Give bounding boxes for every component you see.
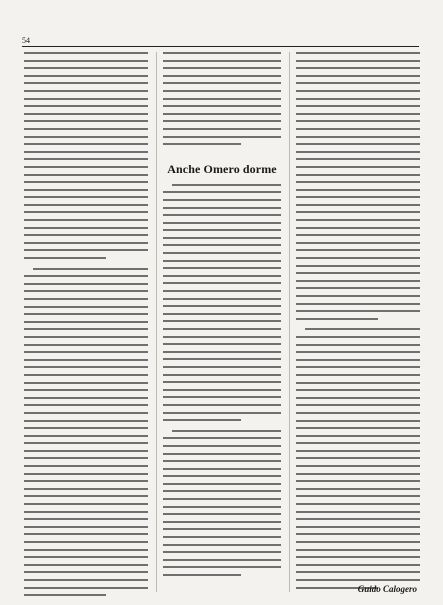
text-line — [24, 313, 148, 315]
text-line — [172, 430, 281, 432]
text-line — [24, 503, 148, 505]
column-middle — [163, 52, 281, 585]
text-line — [163, 222, 281, 224]
text-line — [24, 366, 148, 368]
paragraph — [296, 52, 420, 328]
text-line — [163, 52, 281, 54]
text-line — [296, 344, 420, 346]
paragraph — [24, 52, 148, 268]
text-line — [296, 234, 420, 236]
text-line — [172, 184, 281, 186]
text-line — [296, 442, 420, 444]
text-line — [296, 488, 420, 490]
text-line — [163, 75, 281, 77]
text-line — [296, 265, 420, 267]
text-line — [24, 306, 148, 308]
text-line — [296, 257, 420, 259]
text-line — [163, 136, 281, 138]
text-line — [163, 260, 281, 262]
text-line — [24, 90, 148, 92]
text-line — [296, 435, 420, 437]
text-line — [24, 283, 148, 285]
text-line — [24, 298, 148, 300]
text-line — [163, 60, 281, 62]
text-line — [163, 128, 281, 130]
text-line — [24, 465, 148, 467]
text-line — [296, 503, 420, 505]
text-line — [24, 587, 148, 589]
text-line — [296, 495, 420, 497]
text-line — [33, 268, 148, 270]
paragraph-gap — [24, 602, 148, 605]
text-line — [24, 533, 148, 535]
text-line — [163, 252, 281, 254]
text-line — [163, 113, 281, 115]
text-line — [163, 105, 281, 107]
text-line — [296, 404, 420, 406]
text-line — [24, 60, 148, 62]
text-line — [24, 181, 148, 183]
text-line — [24, 242, 148, 244]
text-line — [296, 136, 420, 138]
text-line — [163, 389, 281, 391]
text-line — [163, 437, 281, 439]
text-line — [163, 143, 241, 145]
text-line — [163, 513, 281, 515]
text-line — [24, 435, 148, 437]
text-line — [24, 359, 148, 361]
text-line — [296, 60, 420, 62]
text-line — [296, 366, 420, 368]
text-line — [24, 579, 148, 581]
text-line — [24, 541, 148, 543]
text-line — [296, 382, 420, 384]
text-line — [24, 98, 148, 100]
paragraph-gap — [163, 151, 281, 154]
text-line — [24, 52, 148, 54]
paragraph-gap — [163, 582, 281, 585]
text-line — [24, 219, 148, 221]
text-line — [296, 128, 420, 130]
text-line — [24, 382, 148, 384]
text-line — [163, 381, 281, 383]
text-line — [163, 298, 281, 300]
paragraph — [24, 268, 148, 605]
text-line — [296, 272, 420, 274]
text-line — [24, 290, 148, 292]
author-signature: Guido Calogero — [357, 584, 417, 594]
text-line — [24, 75, 148, 77]
text-line — [296, 82, 420, 84]
text-line — [296, 75, 420, 77]
text-line — [24, 328, 148, 330]
text-line — [163, 313, 281, 315]
text-line — [24, 136, 148, 138]
text-line — [163, 82, 281, 84]
text-line — [296, 511, 420, 513]
text-line — [296, 549, 420, 551]
text-line — [24, 404, 148, 406]
text-line — [163, 404, 281, 406]
text-line — [163, 506, 281, 508]
text-line — [163, 244, 281, 246]
text-line — [296, 143, 420, 145]
text-line — [296, 67, 420, 69]
text-line — [296, 166, 420, 168]
text-line — [296, 52, 420, 54]
text-line — [24, 511, 148, 513]
text-line — [163, 574, 241, 576]
text-line — [296, 336, 420, 338]
text-line — [163, 207, 281, 209]
text-line — [296, 473, 420, 475]
text-line — [296, 374, 420, 376]
text-line — [296, 389, 420, 391]
text-line — [163, 468, 281, 470]
column-divider — [156, 52, 157, 592]
text-line — [296, 427, 420, 429]
text-line — [296, 480, 420, 482]
text-line — [24, 450, 148, 452]
text-line — [24, 105, 148, 107]
text-line — [296, 295, 420, 297]
text-line — [24, 594, 106, 596]
text-line — [163, 275, 281, 277]
text-line — [24, 227, 148, 229]
text-line — [296, 242, 420, 244]
text-line — [24, 442, 148, 444]
text-line — [163, 199, 281, 201]
paragraph — [296, 328, 420, 597]
text-line — [24, 321, 148, 323]
column-divider — [289, 52, 290, 592]
page-header-rule — [22, 46, 419, 47]
text-line — [296, 90, 420, 92]
text-line — [163, 551, 281, 553]
text-line — [163, 419, 241, 421]
text-line — [296, 196, 420, 198]
text-line — [296, 249, 420, 251]
paragraph — [163, 430, 281, 585]
text-line — [163, 396, 281, 398]
text-line — [24, 257, 106, 259]
text-line — [296, 465, 420, 467]
text-line — [163, 290, 281, 292]
text-line — [163, 544, 281, 546]
text-line — [24, 336, 148, 338]
text-line — [24, 571, 148, 573]
text-line — [24, 457, 148, 459]
text-line — [296, 211, 420, 213]
text-line — [296, 120, 420, 122]
text-line — [163, 483, 281, 485]
text-line — [296, 189, 420, 191]
text-line — [163, 90, 281, 92]
text-line — [296, 351, 420, 353]
text-line — [296, 105, 420, 107]
text-line — [163, 453, 281, 455]
page-number: 54 — [22, 36, 30, 45]
text-line — [24, 488, 148, 490]
text-line — [163, 343, 281, 345]
text-line — [163, 67, 281, 69]
text-line — [296, 227, 420, 229]
text-line — [24, 556, 148, 558]
text-line — [296, 303, 420, 305]
text-line — [24, 166, 148, 168]
text-line — [24, 518, 148, 520]
text-line — [24, 189, 148, 191]
text-line — [296, 98, 420, 100]
column-left — [24, 52, 148, 605]
text-line — [296, 556, 420, 558]
text-line — [163, 191, 281, 193]
text-line — [296, 204, 420, 206]
text-line — [163, 498, 281, 500]
text-line — [163, 328, 281, 330]
text-line — [24, 275, 148, 277]
text-line — [296, 287, 420, 289]
text-line — [24, 67, 148, 69]
text-line — [163, 566, 281, 568]
text-line — [296, 310, 420, 312]
text-line — [24, 174, 148, 176]
text-line — [24, 412, 148, 414]
text-line — [24, 351, 148, 353]
text-line — [296, 457, 420, 459]
text-line — [296, 397, 420, 399]
text-line — [163, 412, 281, 414]
column-right — [296, 52, 420, 597]
text-line — [163, 445, 281, 447]
text-line — [163, 120, 281, 122]
text-line — [296, 412, 420, 414]
text-line — [24, 82, 148, 84]
text-line — [24, 204, 148, 206]
text-line — [24, 374, 148, 376]
text-line — [163, 358, 281, 360]
text-line — [163, 98, 281, 100]
text-line — [296, 151, 420, 153]
text-line — [163, 460, 281, 462]
text-line — [163, 490, 281, 492]
text-line — [24, 420, 148, 422]
text-line — [163, 305, 281, 307]
text-line — [24, 427, 148, 429]
text-line — [163, 237, 281, 239]
text-line — [24, 196, 148, 198]
text-line — [163, 282, 281, 284]
text-line — [163, 351, 281, 353]
text-line — [24, 113, 148, 115]
text-line — [163, 528, 281, 530]
text-line — [24, 564, 148, 566]
text-line — [296, 359, 420, 361]
section-heading: Anche Omero dorme — [167, 161, 277, 176]
text-line — [24, 389, 148, 391]
text-line — [296, 219, 420, 221]
text-line — [24, 344, 148, 346]
text-line — [24, 473, 148, 475]
text-line — [296, 533, 420, 535]
text-line — [163, 475, 281, 477]
text-line — [296, 541, 420, 543]
text-line — [296, 158, 420, 160]
text-line — [296, 420, 420, 422]
text-line — [163, 521, 281, 523]
text-line — [24, 151, 148, 153]
text-line — [296, 526, 420, 528]
text-line — [24, 211, 148, 213]
text-line — [305, 328, 420, 330]
text-line — [24, 249, 148, 251]
text-line — [296, 113, 420, 115]
text-line — [296, 579, 420, 581]
text-line — [24, 143, 148, 145]
text-line — [24, 480, 148, 482]
text-line — [24, 495, 148, 497]
text-line — [296, 564, 420, 566]
text-line — [163, 336, 281, 338]
text-line — [24, 549, 148, 551]
paragraph — [163, 184, 281, 430]
text-line — [296, 181, 420, 183]
text-line — [163, 374, 281, 376]
text-line — [296, 571, 420, 573]
text-line — [24, 397, 148, 399]
text-line — [24, 158, 148, 160]
text-line — [163, 214, 281, 216]
text-line — [163, 536, 281, 538]
text-line — [163, 229, 281, 231]
text-line — [296, 280, 420, 282]
text-line — [24, 128, 148, 130]
text-line — [296, 518, 420, 520]
text-line — [163, 267, 281, 269]
text-line — [163, 320, 281, 322]
text-line — [163, 366, 281, 368]
text-line — [296, 318, 378, 320]
text-line — [24, 234, 148, 236]
text-line — [163, 559, 281, 561]
text-line — [24, 120, 148, 122]
paragraph — [163, 52, 281, 154]
text-line — [296, 174, 420, 176]
text-line — [296, 450, 420, 452]
text-line — [24, 526, 148, 528]
